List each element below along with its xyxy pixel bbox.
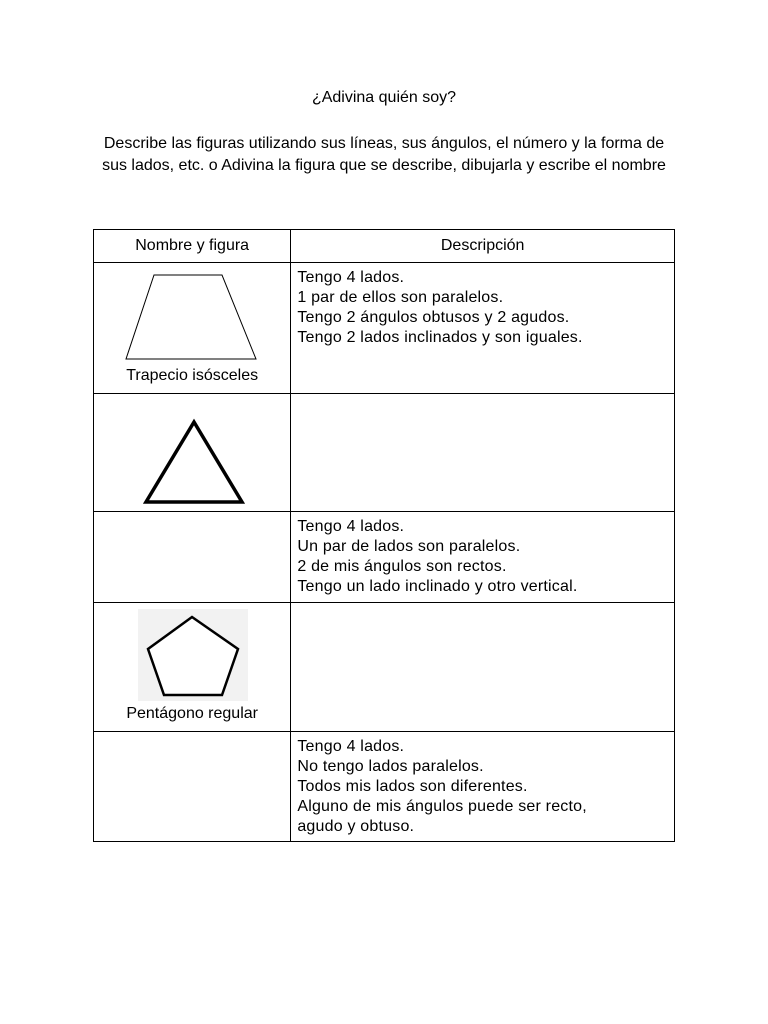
table-header-row: [94, 230, 675, 263]
figure-cell: [94, 394, 291, 512]
table-row: [94, 512, 675, 603]
description-line: Tengo 4 lados.: [297, 738, 405, 755]
description-line: 2 de mis ángulos son rectos.: [297, 558, 507, 575]
figure-cell-empty: [94, 732, 291, 842]
figure-cell-empty: [94, 512, 291, 603]
figure-cell: [94, 263, 291, 394]
description-line: Tengo 2 ángulos obtusos y 2 agudos.: [297, 309, 570, 326]
instructions-text: Describe las figuras utilizando sus líneas, sus ángulos, el número y la forma de sus lados, etc. o Adivina la figura que se describe, dibujarla y escribe el nombre: [102, 135, 666, 174]
description-line: Tengo 2 lados inclinados y son iguales.: [297, 329, 583, 346]
description-line: No tengo lados paralelos.: [297, 758, 484, 775]
description-line: 1 par de ellos son paralelos.: [297, 289, 504, 306]
description-line: Tengo 4 lados.: [297, 269, 405, 286]
description-cell-empty: [291, 603, 675, 732]
description-line: agudo y obtuso.: [297, 818, 415, 835]
figure-cell: [94, 603, 291, 732]
description-cell-empty: [291, 394, 675, 512]
figure-name: Pentágono regular: [126, 705, 258, 722]
header-name-figure: Nombre y figura: [94, 230, 291, 263]
figures-table: [93, 229, 675, 842]
description-line: Un par de lados son paralelos.: [297, 538, 521, 555]
pentagon-icon: [138, 609, 248, 701]
description-cell: [291, 732, 675, 842]
description-line: Alguno de mis ángulos puede ser recto,: [297, 798, 587, 815]
description-cell: [291, 263, 675, 394]
description-line: Todos mis lados son diferentes.: [297, 778, 528, 795]
table-row: [94, 603, 675, 732]
triangle-icon: [138, 414, 250, 508]
page-title: ¿Adivina quién soy?: [311, 89, 457, 106]
header-description: Descripción: [291, 230, 675, 263]
description-line: Tengo un lado inclinado y otro vertical.: [297, 578, 578, 595]
trapezoid-icon: [122, 269, 262, 365]
table-row: [94, 263, 675, 394]
description-cell: [291, 512, 675, 603]
description-line: Tengo 4 lados.: [297, 518, 405, 535]
table-row: [94, 394, 675, 512]
figure-name: Trapecio isósceles: [126, 367, 259, 384]
table-row: [94, 732, 675, 842]
